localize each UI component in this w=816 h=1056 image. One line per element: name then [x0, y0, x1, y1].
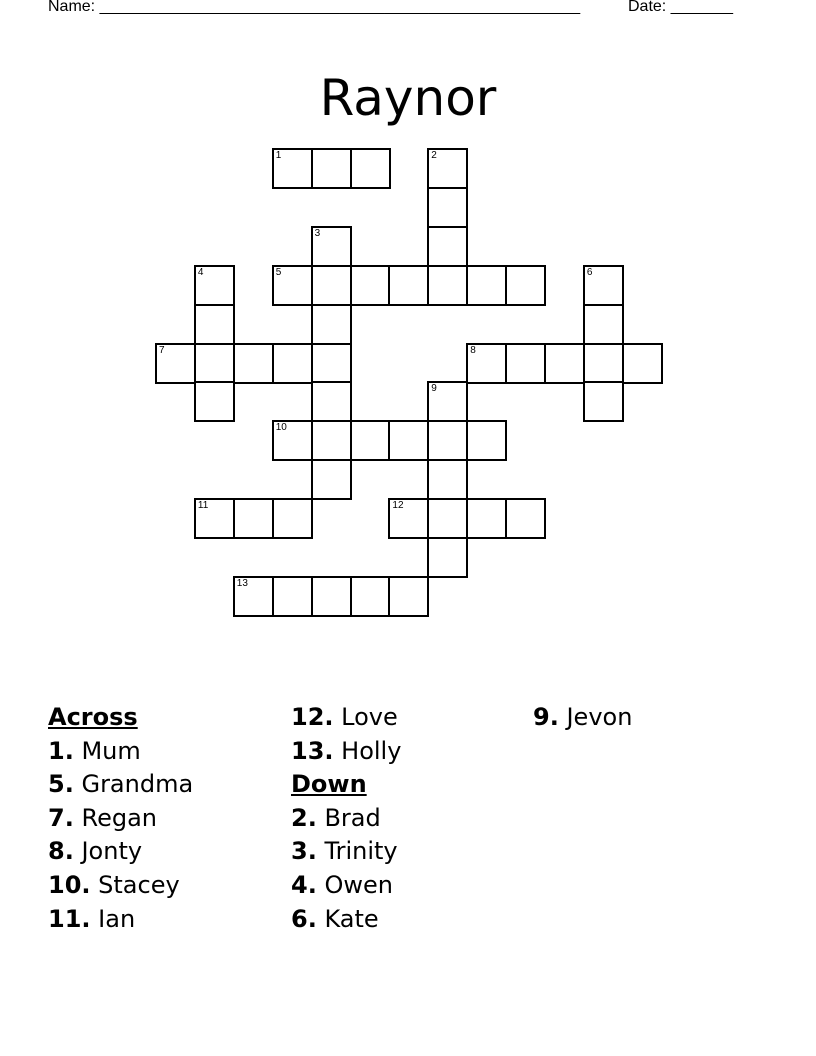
grid-cell[interactable] [388, 576, 429, 617]
clue-text: Owen [324, 870, 393, 899]
grid-cell[interactable] [583, 265, 624, 306]
clues-column-2 [291, 701, 401, 936]
grid-cell[interactable] [466, 343, 507, 384]
clue-item [291, 903, 401, 937]
clue-number: 1. [48, 736, 74, 765]
clue-item [291, 802, 401, 836]
grid-cell[interactable] [427, 226, 468, 267]
grid-cell[interactable] [427, 537, 468, 578]
cell-clue-number: 11 [197, 500, 209, 512]
clue-text: Jonty [81, 837, 143, 866]
grid-cell[interactable] [505, 265, 546, 306]
grid-cell[interactable] [350, 420, 391, 461]
grid-cell[interactable] [350, 148, 391, 189]
clue-number: 5. [48, 770, 74, 799]
grid-cell[interactable] [272, 343, 313, 384]
grid-cell[interactable] [311, 304, 352, 345]
grid-cell[interactable] [311, 459, 352, 500]
grid-cell[interactable] [272, 420, 313, 461]
grid-cell[interactable] [427, 498, 468, 539]
section-heading: Across [48, 703, 138, 731]
name-field-line: Name: ______________________________________________________ [48, 0, 581, 15]
grid-cell[interactable] [311, 265, 352, 306]
grid-cell[interactable] [311, 343, 352, 384]
clue-text: Ian [98, 904, 136, 933]
grid-cell[interactable] [427, 381, 468, 422]
grid-cell[interactable] [350, 576, 391, 617]
grid-cell[interactable] [272, 498, 313, 539]
cell-clue-number: 12 [392, 500, 404, 512]
clue-text: Regan [81, 803, 157, 832]
cell-clue-number: 2 [431, 150, 437, 161]
grid-cell[interactable] [583, 304, 624, 345]
clue-number: 9. [533, 703, 559, 731]
cell-clue-number: 8 [470, 344, 476, 356]
clue-item [48, 903, 193, 937]
grid-cell[interactable] [427, 265, 468, 306]
clue-text: Grandma [81, 770, 194, 799]
cell-clue-number: 3 [314, 227, 321, 239]
grid-cell[interactable] [427, 459, 468, 500]
grid-cell[interactable] [194, 498, 235, 539]
clue-item [533, 701, 632, 735]
grid-cell[interactable] [466, 265, 507, 306]
clue-number: 13. [291, 736, 334, 765]
clue-number: 12. [291, 703, 334, 731]
cell-clue-number: 4 [197, 266, 204, 278]
cell-clue-number: 9 [431, 383, 437, 395]
clues-column-3 [533, 701, 632, 735]
grid-cell[interactable] [466, 420, 507, 461]
grid-cell[interactable] [505, 498, 546, 539]
clue-text: Mum [81, 736, 141, 765]
section-heading: Down [291, 770, 367, 799]
grid-cell[interactable] [233, 576, 274, 617]
grid-cell[interactable] [544, 343, 585, 384]
cell-clue-number: 7 [159, 344, 165, 356]
grid-cell[interactable] [388, 498, 429, 539]
clue-text: Love [341, 703, 398, 731]
clue-number: 11. [48, 904, 91, 933]
clue-number: 10. [48, 870, 91, 899]
clue-item [48, 869, 193, 903]
grid-cell[interactable] [272, 265, 313, 306]
clue-item [291, 735, 401, 769]
grid-cell[interactable] [272, 148, 313, 189]
grid-cell[interactable] [233, 498, 274, 539]
grid-cell[interactable] [583, 343, 624, 384]
date-field-line: Date: _______ [628, 0, 733, 15]
clue-item [48, 768, 193, 802]
cell-clue-number: 10 [275, 422, 287, 434]
clue-number: 4. [291, 870, 317, 899]
clue-number: 6. [291, 904, 317, 933]
grid-cell[interactable] [194, 265, 235, 306]
clue-number: 8. [48, 837, 74, 866]
grid-cell[interactable] [466, 498, 507, 539]
grid-cell[interactable] [583, 381, 624, 422]
cell-clue-number: 13 [236, 577, 248, 589]
grid-cell[interactable] [194, 304, 235, 345]
grid-cell[interactable] [427, 187, 468, 228]
clue-text: Brad [324, 803, 381, 832]
clue-number: 2. [291, 803, 317, 832]
grid-cell[interactable] [388, 265, 429, 306]
clue-item [291, 835, 401, 869]
grid-cell[interactable] [427, 148, 468, 189]
clue-number: 3. [291, 837, 317, 866]
cell-clue-number: 1 [275, 150, 282, 161]
cell-clue-number: 6 [586, 266, 593, 278]
grid-cell[interactable] [505, 343, 546, 384]
grid-cell[interactable] [155, 343, 196, 384]
grid-cell[interactable] [388, 420, 429, 461]
grid-cell[interactable] [272, 576, 313, 617]
puzzle-title: Raynor [319, 68, 497, 127]
grid-cell[interactable] [194, 381, 235, 422]
grid-cell[interactable] [622, 343, 663, 384]
grid-cell[interactable] [311, 576, 352, 617]
clue-text: Jevon [566, 703, 633, 731]
grid-cell[interactable] [311, 226, 352, 267]
grid-cell[interactable] [427, 420, 468, 461]
grid-cell[interactable] [311, 420, 352, 461]
clue-text: Kate [324, 904, 379, 933]
clue-text: Stacey [98, 870, 180, 899]
clue-item [291, 701, 401, 735]
grid-cell[interactable] [194, 343, 235, 384]
grid-cell[interactable] [233, 343, 274, 384]
clue-item [48, 802, 193, 836]
clue-item [48, 835, 193, 869]
clue-number: 7. [48, 803, 74, 832]
grid-cell[interactable] [311, 148, 352, 189]
grid-cell[interactable] [311, 381, 352, 422]
cell-clue-number: 5 [275, 266, 282, 278]
clues-column-1 [48, 701, 193, 936]
clue-text: Trinity [324, 837, 398, 866]
clue-item [48, 735, 193, 769]
grid-cell[interactable] [350, 265, 391, 306]
clue-item [291, 869, 401, 903]
clue-text: Holly [341, 736, 402, 765]
